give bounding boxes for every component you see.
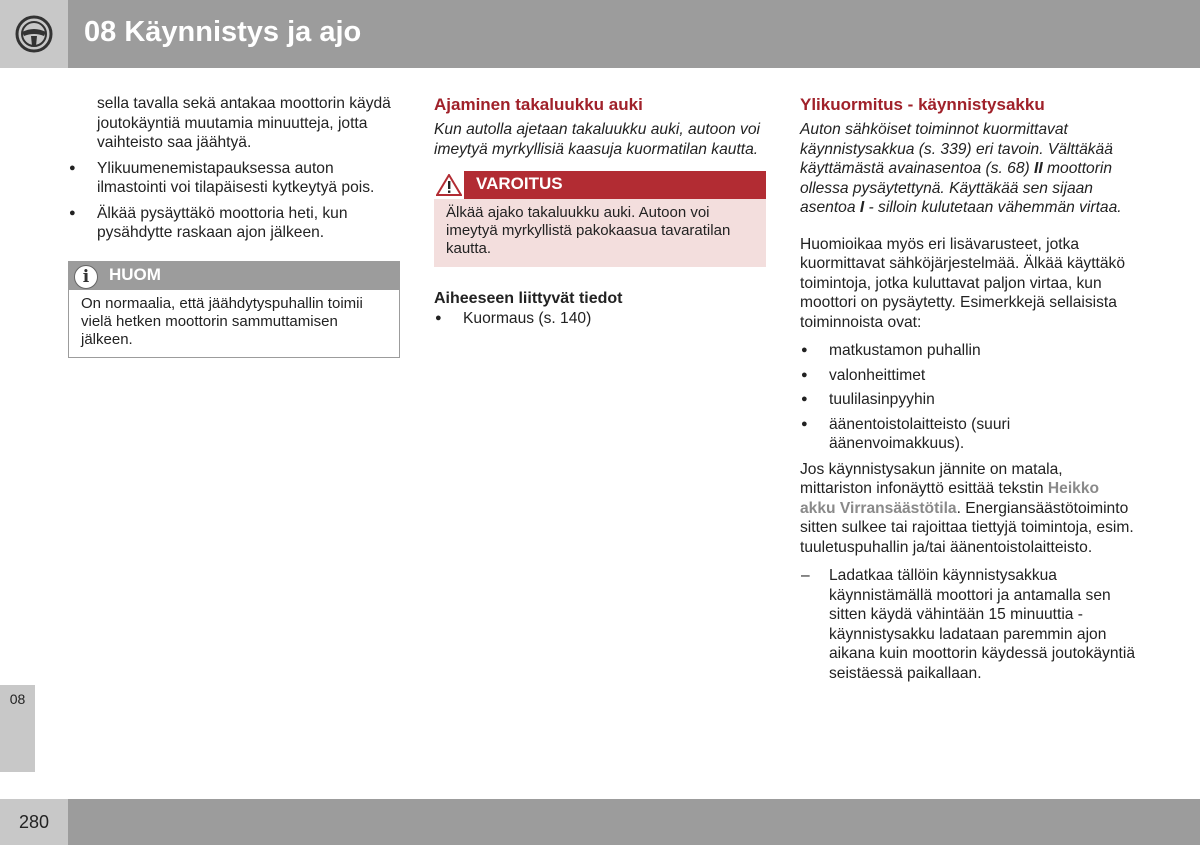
intro-text: - silloin kulutetaan vähemmän virtaa. — [864, 199, 1122, 216]
section-intro — [800, 120, 1135, 218]
list-item: ● Älkää pysäyttäkö moottoria heti, kun pysähdytte raskaan ajon jälkeen. — [68, 204, 400, 243]
warning-label: VAROITUS — [476, 174, 563, 193]
intro-text: moottorin ollessa pysäytettynä. Käyttäkää sen sijaan asentoa — [800, 160, 1113, 216]
note-box — [68, 261, 400, 358]
body-text: Jos käynnistysakun jännite on matala, mittariston infonäyttö esittää tekstin — [800, 460, 1063, 497]
step-item: – Ladatkaa tällöin käynnistysakkua käynnistämällä moottori ja antamalla sen sitten käydä vähintään 15 minuuttia - käynnistysakku ladataan paremmin ajon aikana kuin moottorin käydessä joutokäyntiä seistäessä paikallaan. — [800, 566, 1135, 683]
note-label: HUOM — [109, 264, 161, 284]
body-text: . Energiansäästötoiminto sitten sulkee tai rajoittaa tiettyjä toimintoja, esim. tuuletuspuhallin ja/tai äänentoistolaitteisto. — [800, 499, 1134, 556]
warning-header — [434, 171, 766, 199]
continuation-text: sella tavalla sekä antakaa moottorin käydä joutokäyntiä muutamia minuutteja, jotta vaihteisto saa jäähtyä. — [97, 95, 391, 151]
list-item: ● tuulilasinpyyhin — [800, 390, 1135, 410]
intro-text: Auton sähköiset toiminnot kuormittavat käynnistysakkua (s. 339) eri tavoin. Välttäkää käyttämästä avainasentoa (s. 68) — [800, 121, 1113, 177]
body-paragraph: Huomioikaa myös eri lisävarusteet, jotka kuormittavat sähköjärjestelmää. Älkää käyttäkö toimintoja, jotka kuluttavat paljon virtaa, kun moottori on pysäytetty. Esimerkkejä sellaisista toiminnoista ovat: — [800, 235, 1126, 331]
warning-triangle-icon — [436, 174, 462, 196]
page-number: 280 — [18, 812, 50, 832]
note-text: On normaalia, että jäähdytyspuhallin toimii vielä hetken moottorin sammuttamisen jälkeen. — [81, 294, 363, 348]
section-intro: Kun autolla ajetaan takaluukku auki, autoon voi imeytyä myrkyllisiä kaasuja kuormatilan kautta. — [434, 121, 760, 158]
key-position-i: I — [859, 199, 865, 216]
chapter-icon-box — [0, 0, 68, 68]
list-item: ● valonheittimet — [800, 366, 1135, 386]
warning-text: Älkää ajako takaluukku auki. Autoon voi imeytyä myrkyllistä pakokaasua tavaratilan kautta. — [446, 204, 731, 257]
related-title: Aiheeseen liittyvät tiedot — [434, 290, 623, 307]
related-link[interactable]: ● Kuormaus (s. 140) — [434, 309, 766, 329]
list-item: ● Ylikuumenemistapauksessa auton ilmastointi voi tilapäisesti kytkeytyä pois. — [68, 159, 400, 198]
footer-bar — [0, 799, 1200, 845]
chapter-title: 08 Käynnistys ja ajo — [84, 16, 362, 48]
list-item: ● matkustamon puhallin — [800, 341, 1135, 361]
bullet-list — [800, 341, 1135, 454]
body-paragraph — [800, 460, 1135, 558]
note-header — [69, 262, 399, 290]
warning-icon-box — [434, 171, 464, 199]
warning-box — [434, 171, 766, 267]
steering-wheel-icon — [14, 14, 54, 54]
column-2 — [434, 94, 766, 329]
list-item: ● äänentoistolaitteisto (suuri äänenvoimakkuus). — [800, 415, 1135, 454]
chapter-tab-label: 08 — [9, 691, 26, 707]
column-1 — [68, 94, 400, 358]
info-icon: i — [74, 265, 98, 289]
key-position-ii: II — [1034, 160, 1043, 177]
column-3 — [800, 94, 1135, 683]
section-title: Ajaminen takaluukku auki — [434, 95, 643, 114]
chapter-tab-strip — [0, 68, 35, 772]
bullet-list — [68, 159, 400, 243]
section-title: Ylikuormitus - käynnistysakku — [800, 95, 1045, 114]
step-list — [800, 566, 1135, 683]
display-message: Heikko akku Virransäästötila — [800, 480, 1100, 517]
related-list — [434, 309, 766, 329]
